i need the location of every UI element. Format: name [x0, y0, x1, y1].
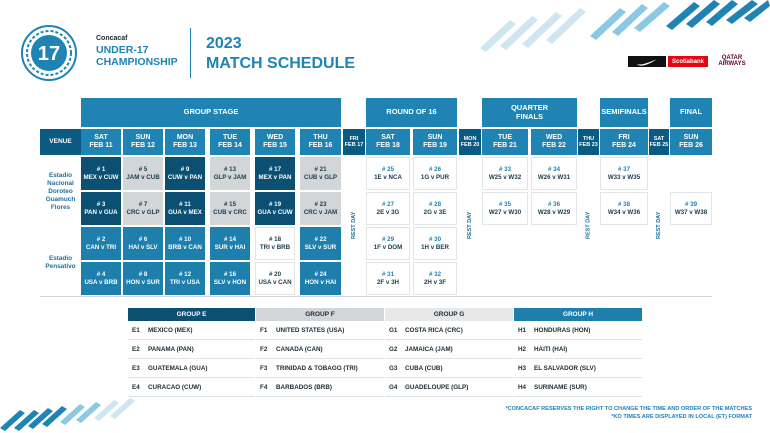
team-code: F2 [260, 346, 268, 353]
group-team-row [385, 322, 513, 340]
match-cell[interactable] [366, 262, 410, 295]
match-number: # 11 [179, 201, 191, 209]
team-code: G4 [389, 384, 398, 391]
day-name: TUE [223, 133, 237, 141]
match-number: # 30 [428, 236, 442, 244]
day-name: SUN [427, 133, 443, 141]
day-name: FRI [618, 133, 630, 141]
match-teams: 2H v 3F [423, 278, 446, 286]
match-number: # 32 [428, 271, 442, 279]
team-name: JAMAICA (JAM) [405, 346, 453, 353]
match-number: # 15 [223, 201, 237, 209]
match-number: # 2 [96, 236, 106, 244]
day-date: FEB 17 [344, 142, 364, 148]
group-h-header: GROUP H [514, 308, 642, 321]
stage-semifinals [600, 98, 648, 127]
match-number: # 17 [268, 166, 282, 174]
day-header-feb15 [255, 129, 295, 155]
stage-label: QUARTER FINALS [510, 102, 549, 121]
sponsor-nike [628, 56, 666, 67]
footnote-ko-times: *KO TIMES ARE DISPLAYED IN LOCAL (ET) FORMAT [611, 414, 752, 420]
match-teams: TRI v USA [170, 278, 200, 286]
day-date: FEB 15 [263, 142, 287, 149]
day-header-feb23 [578, 129, 599, 155]
match-teams: GUA v CUW [257, 208, 293, 216]
day-header-feb17 [343, 129, 365, 155]
day-date: FEB 23 [579, 142, 598, 148]
match-cell[interactable] [300, 262, 341, 295]
match-cell[interactable] [123, 262, 163, 295]
match-teams: MEX v CUW [83, 173, 119, 181]
day-header-feb14 [210, 129, 250, 155]
match-number: # 19 [268, 201, 282, 209]
match-number: # 6 [138, 236, 148, 244]
match-cell[interactable] [123, 227, 163, 260]
match-teams: W26 v W31 [537, 173, 571, 181]
stage-label: ROUND OF 16 [386, 107, 437, 117]
group-team-row [128, 360, 255, 378]
match-number: # 21 [314, 166, 327, 174]
match-teams: PAN v GUA [84, 208, 118, 216]
day-name: WED [266, 133, 284, 141]
match-teams: W27 v W30 [488, 208, 522, 216]
match-teams: MEX v PAN [258, 173, 292, 181]
rest-day-feb25: REST DAY [656, 211, 662, 239]
day-date: FEB 26 [679, 142, 703, 149]
group-team-row [514, 322, 642, 340]
match-cell[interactable] [531, 192, 577, 225]
day-header-feb22 [531, 129, 577, 155]
match-number: # 31 [381, 271, 395, 279]
bottom-left-wave-decoration [0, 398, 160, 433]
match-cell[interactable] [210, 192, 250, 225]
match-teams: 1G v PUR [420, 173, 450, 181]
match-cell[interactable] [165, 227, 205, 260]
group-team-row [128, 322, 255, 340]
nike-swoosh-icon [636, 58, 658, 66]
match-cell[interactable] [123, 192, 163, 225]
team-name: CUBA (CUB) [405, 365, 443, 372]
team-name: EL SALVADOR (SLV) [534, 365, 596, 372]
team-name: TRINIDAD & TOBAGO (TRI) [276, 365, 358, 372]
match-teams: CUB v CRC [213, 208, 247, 216]
team-code: G1 [389, 327, 398, 334]
group-team-row [385, 360, 513, 378]
stage-label: GROUP STAGE [183, 107, 239, 117]
stage-final [670, 98, 712, 127]
match-teams: GLP v JAM [213, 173, 247, 181]
match-cell[interactable] [165, 192, 205, 225]
day-name: SAT [94, 133, 108, 141]
match-teams: 1H v BER [421, 243, 449, 251]
day-name: MON [463, 135, 477, 142]
match-number: # 22 [314, 236, 327, 244]
team-name: COSTA RICA (CRC) [405, 327, 463, 334]
day-name: SAT [381, 133, 395, 141]
brand-line1: UNDER-17 [96, 44, 149, 56]
match-teams: 2E v 3G [376, 208, 400, 216]
match-number: # 38 [617, 201, 631, 209]
group-team-row [256, 360, 384, 378]
group-e-header: GROUP E [128, 308, 255, 321]
match-teams: CUW v PAN [167, 173, 203, 181]
match-cell[interactable] [123, 157, 163, 190]
sponsor-qatar-airways: QATAR AIRWAYS [718, 55, 746, 67]
group-team-row [385, 379, 513, 397]
stage-group-stage [81, 98, 341, 127]
team-code: E2 [132, 346, 140, 353]
match-number: # 25 [381, 166, 395, 174]
day-date: FEB 24 [612, 142, 636, 149]
match-number: # 27 [381, 201, 395, 209]
schedule-title: MATCH SCHEDULE [206, 55, 356, 72]
match-cell[interactable] [300, 192, 341, 225]
venue-estadio-nacional: Estadio Nacional Doroteo Guamuch Flores [45, 172, 76, 211]
match-number: # 4 [96, 271, 106, 279]
day-name: THU [582, 135, 595, 142]
match-teams: HON v HAI [304, 278, 337, 286]
match-number: # 20 [268, 271, 282, 279]
match-number: # 1 [96, 166, 106, 174]
group-team-row [514, 341, 642, 359]
day-name: TUE [498, 133, 512, 141]
team-name: GUADELOUPE (GLP) [405, 384, 469, 391]
match-teams: W37 v W38 [674, 208, 708, 216]
match-teams: 2F v 3H [376, 278, 399, 286]
match-cell[interactable] [255, 262, 295, 295]
match-teams: SLV v SUR [304, 243, 337, 251]
group-team-row [256, 341, 384, 359]
match-cell[interactable] [255, 192, 295, 225]
match-number: # 39 [684, 201, 698, 209]
match-teams: BRB v CAN [168, 243, 202, 251]
team-name: HONDURAS (HON) [534, 327, 591, 334]
match-number: # 35 [498, 201, 512, 209]
match-teams: HON v SUR [126, 278, 160, 286]
match-cell[interactable] [413, 192, 457, 225]
match-cell[interactable] [300, 227, 341, 260]
team-code: H4 [518, 384, 527, 391]
match-teams: 2G v 3E [423, 208, 447, 216]
match-cell[interactable] [366, 227, 410, 260]
day-date: FEB 13 [173, 142, 197, 149]
header-divider [190, 28, 191, 78]
match-number: # 18 [268, 236, 282, 244]
stage-label: FINAL [679, 107, 703, 117]
group-team-row [256, 322, 384, 340]
day-name: SUN [683, 133, 699, 141]
match-teams: W33 v W35 [607, 173, 641, 181]
team-code: E1 [132, 327, 140, 334]
match-teams: W34 v W36 [607, 208, 641, 216]
team-code: G3 [389, 365, 398, 372]
team-code: E3 [132, 365, 140, 372]
match-teams: W28 v W29 [537, 208, 571, 216]
match-teams: CUB v GLP [303, 173, 337, 181]
match-number: # 28 [428, 201, 442, 209]
day-header-feb18 [366, 129, 410, 155]
day-date: FEB 20 [460, 142, 480, 148]
match-number: # 3 [96, 201, 106, 209]
match-cell[interactable] [300, 157, 341, 190]
venue-estadio-pensativo: Estadio Pensativo [45, 255, 76, 270]
day-name: MON [176, 133, 194, 141]
day-header-feb20 [459, 129, 481, 155]
day-date: FEB 18 [376, 142, 400, 149]
match-cell[interactable] [600, 192, 648, 225]
match-number: # 24 [314, 271, 327, 279]
match-number: # 37 [617, 166, 631, 174]
match-cell[interactable] [366, 157, 410, 190]
brand-org: Concacaf [96, 35, 128, 42]
day-name: THU [313, 133, 328, 141]
top-right-wave-decoration [470, 0, 770, 55]
match-cell[interactable] [81, 157, 121, 190]
rest-day-feb20: REST DAY [467, 211, 473, 239]
emblem-number: 17 [37, 43, 61, 65]
group-team-row [514, 379, 642, 397]
brand-line2: CHAMPIONSHIP [96, 56, 178, 68]
match-teams: CRC v JAM [303, 208, 338, 216]
match-cell[interactable] [210, 227, 250, 260]
match-number: # 26 [428, 166, 442, 174]
match-number: # 36 [547, 201, 561, 209]
match-number: # 33 [498, 166, 512, 174]
match-cell[interactable] [81, 192, 121, 225]
match-teams: CRC v GLP [126, 208, 160, 216]
team-name: HAITI (HAI) [534, 346, 568, 353]
stage-quarter-finals [482, 98, 577, 127]
team-name: CANADA (CAN) [276, 346, 323, 353]
team-code: H1 [518, 327, 527, 334]
rest-day-feb17: REST DAY [351, 211, 357, 239]
table-bottom-rule [40, 296, 712, 297]
match-teams: 1F v DOM [373, 243, 403, 251]
team-name: PANAMA (PAN) [148, 346, 194, 353]
team-name: SURINAME (SUR) [534, 384, 587, 391]
schedule-year: 2023 [206, 35, 242, 52]
match-cell[interactable] [482, 157, 528, 190]
rest-day-feb23: REST DAY [585, 211, 592, 239]
match-number: # 10 [178, 236, 192, 244]
group-team-row [128, 341, 255, 359]
match-cell[interactable] [81, 227, 121, 260]
day-date: FEB 22 [542, 142, 566, 149]
team-name: CURACAO (CUW) [148, 384, 202, 391]
day-date: FEB 12 [131, 142, 155, 149]
day-header-feb21 [482, 129, 528, 155]
match-number: # 12 [178, 271, 192, 279]
match-teams: SUR v HAI [214, 243, 246, 251]
match-cell[interactable] [531, 157, 577, 190]
match-number: # 7 [138, 201, 148, 209]
footnote-reserves-right: *CONCACAF RESERVES THE RIGHT TO CHANGE THE TIME AND ORDER OF THE MATCHES [505, 406, 752, 412]
team-code: F1 [260, 327, 268, 334]
match-teams: USA v BRB [84, 278, 118, 286]
match-cell[interactable] [255, 227, 295, 260]
day-header-feb26 [670, 129, 712, 155]
match-cell[interactable] [413, 157, 457, 190]
match-number: # 5 [138, 166, 148, 174]
match-number: # 34 [547, 166, 561, 174]
day-header-feb16 [300, 129, 341, 155]
match-teams: W25 v W32 [488, 173, 522, 181]
day-name: SUN [135, 133, 151, 141]
match-number: # 29 [381, 236, 395, 244]
team-name: UNITED STATES (USA) [276, 327, 345, 334]
group-team-row [514, 360, 642, 378]
venue-column-header [40, 129, 81, 155]
match-number: # 13 [223, 166, 237, 174]
day-header-feb12 [123, 129, 163, 155]
stage-round-of-16 [366, 98, 457, 127]
day-date: FEB 14 [218, 142, 242, 149]
match-cell[interactable] [81, 262, 121, 295]
match-teams: GUA v MEX [168, 208, 202, 216]
match-cell[interactable] [210, 157, 250, 190]
match-cell[interactable] [255, 157, 295, 190]
team-code: H2 [518, 346, 527, 353]
day-header-feb11 [81, 129, 121, 155]
stage-label: SEMIFINALS [601, 107, 647, 117]
match-cell[interactable] [413, 227, 457, 260]
match-teams: 1E v NCA [374, 173, 402, 181]
match-teams: CAN v TRI [85, 243, 117, 251]
match-teams: HAI v SLV [128, 243, 158, 251]
sponsor-scotiabank: Scotiabank [668, 56, 708, 67]
group-team-row [128, 379, 255, 397]
match-number: # 9 [180, 166, 190, 174]
match-teams: TRI v BRB [259, 243, 291, 251]
team-code: H3 [518, 365, 527, 372]
day-name: WED [545, 133, 563, 141]
group-g-header: GROUP G [385, 308, 513, 321]
match-teams: SLV v HON [213, 278, 247, 286]
day-date: FEB 25 [649, 142, 669, 148]
day-header-feb24 [600, 129, 648, 155]
venue-header-label: VENUE [49, 138, 72, 146]
match-cell[interactable] [600, 157, 648, 190]
match-cell[interactable] [165, 262, 205, 295]
team-code: F4 [260, 384, 268, 391]
team-code: G2 [389, 346, 398, 353]
match-number: # 16 [223, 271, 237, 279]
team-code: F3 [260, 365, 268, 372]
group-f-header: GROUP F [256, 308, 384, 321]
team-name: GUATEMALA (GUA) [148, 365, 208, 372]
day-date: FEB 21 [493, 142, 517, 149]
match-teams: JAM v CUB [126, 173, 160, 181]
group-team-row [385, 341, 513, 359]
group-team-row [256, 379, 384, 397]
team-code: E4 [132, 384, 140, 391]
day-header-feb19 [413, 129, 457, 155]
tournament-emblem [20, 24, 78, 82]
team-name: BARBADOS (BRB) [276, 384, 332, 391]
team-name: MEXICO (MEX) [148, 327, 193, 334]
day-header-feb13 [165, 129, 205, 155]
match-cell[interactable] [413, 262, 457, 295]
match-cell[interactable] [670, 192, 712, 225]
match-teams: USA v CAN [258, 278, 292, 286]
match-cell[interactable] [165, 157, 205, 190]
match-cell[interactable] [482, 192, 528, 225]
day-date: FEB 19 [423, 142, 447, 149]
match-number: # 23 [314, 201, 327, 209]
match-cell[interactable] [210, 262, 250, 295]
day-date: FEB 16 [308, 142, 333, 149]
day-name: FRI [349, 135, 359, 142]
match-cell[interactable] [366, 192, 410, 225]
match-number: # 8 [138, 271, 148, 279]
match-number: # 14 [223, 236, 237, 244]
day-name: SAT [653, 135, 665, 142]
day-date: FEB 11 [89, 142, 113, 149]
day-header-feb25 [649, 129, 669, 155]
